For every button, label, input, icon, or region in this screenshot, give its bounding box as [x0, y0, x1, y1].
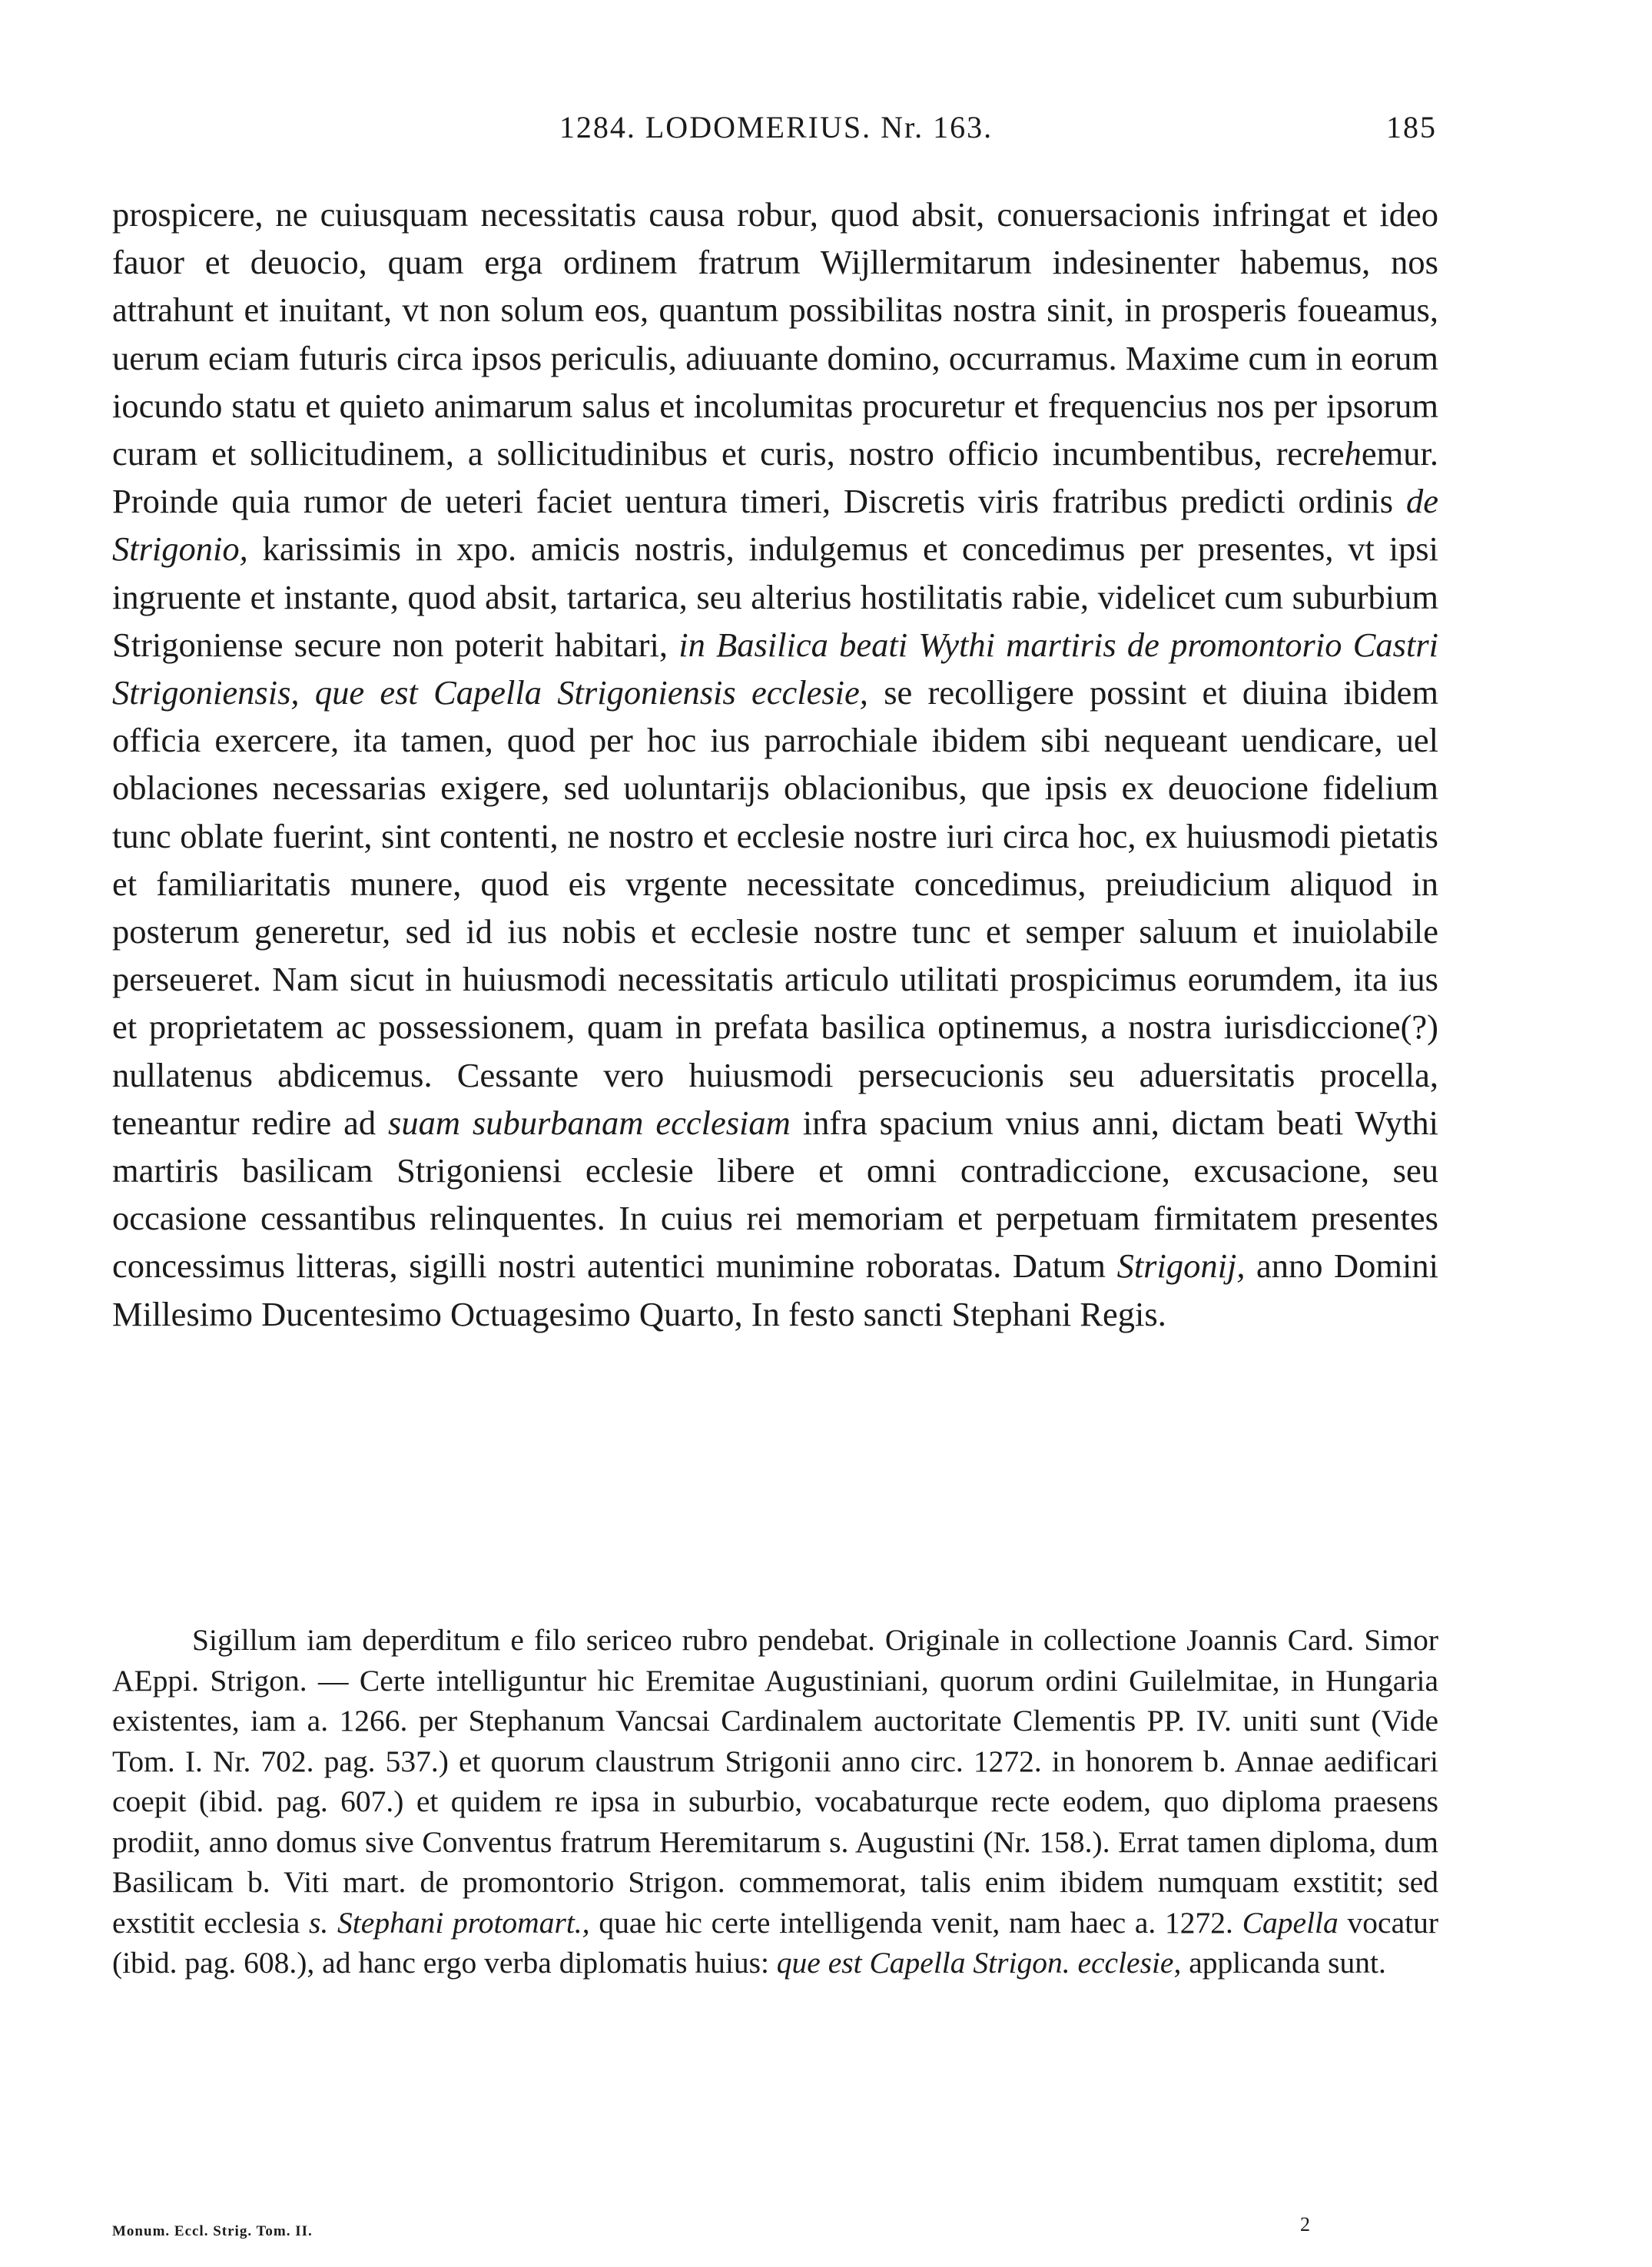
text-run: anno Domini Millesimo Ducentesimo Octuagesimo Quarto, In festo sancti Stephani Regis. [112, 1246, 1438, 1333]
running-head: 1284. LODOMERIUS. Nr. 163. [559, 110, 994, 144]
page-number: 185 [1386, 110, 1437, 144]
italic-run: que est Capella Strigon. ecclesie, [776, 1946, 1182, 1980]
charter-text [112, 191, 1438, 1338]
editorial-note [112, 1620, 1438, 1983]
italic-run: de Strigonio, [112, 482, 1438, 569]
italic-run: Capella [1242, 1905, 1339, 1940]
italic-run: in Basilica beati Wythi martiris de promontorio Castri Strigoniensis, que est Capella Strigoniensis ecclesie, [112, 625, 1438, 712]
text-run: infra spacium vnius anni, dictam beati Wythi martiris basilicam Strigoniensi ecclesie libere et omni contradiccione, excusacione, seu occasione cessantibus relinquentes. In cuius rei memoriam et perpetuam firmitatem presentes concessimus litteras, sigilli nostri autentici munimine roboratas. Datum [112, 1103, 1438, 1286]
italic-run: suam suburbanam ecclesiam [388, 1103, 791, 1142]
text-run: Sigillum iam deperditum e filo sericeo rubro pendebat. Originale in collectione Joannis Card. Simor AEppi. Strigon. — Certe intelliguntur hic Eremitae Augustiniani, quorum ordini Guilelmitae, in Hungaria existentes, iam a. 1266. per Stephanum Vancsai Cardinalem auctoritate Clementis PP. IV. uniti sunt (Vide Tom. I. Nr. 702. pag. 537.) et quorum claustrum Strigonii anno circ. 1272. in honorem b. Annae aedificari coepit (ibid. pag. 607.) et quidem re ipsa in suburbio, vocabaturque recte eodem, quo diploma praesens prodiit, anno domus sive Conventus fratrum Heremitarum s. Augustini (Nr. 158.). Errat tamen diploma, dum Basilicam b. Viti mart. de promontorio Strigon. commemorat, talis enim ibidem numquam exstitit; sed exstitit ecclesia [112, 1623, 1438, 1940]
footer-signature: Monum. Eccl. Strig. Tom. II. [112, 2223, 313, 2239]
italic-run: Strigonij, [1116, 1246, 1246, 1286]
text-run: prospicere, ne cuiusquam necessitatis causa robur, quod absit, conuersacionis infringat et ideo fauor et deuocio, quam erga ordinem fratrum Wijllermitarum indesinenter habemus, nos attrahunt et inuitant, vt non solum eos, quantum possibilitas nostra sinit, in prosperis foueamus, uerum eciam futuris circa ipsos periculis, adiuuante domino, occurramus. Maxime cum in eorum iocundo statu et quieto animarum salus et incolumitas procuretur et frequencius nos per ipsorum curam et sollicitudinem, a sollicitudinibus et curis, nostro officio incumbentibus, recre [112, 195, 1438, 473]
text-run: vocatur (ibid. pag. 608.), ad hanc ergo verba diplomatis huius: [112, 1905, 1438, 1980]
note-paragraph [112, 1620, 1438, 1983]
italic-run: h [1344, 434, 1362, 473]
text-run: quae hic certe intelligenda venit, nam haec a. 1272. [589, 1905, 1242, 1940]
page-header [115, 109, 1437, 155]
signature-mark: 2 [1300, 2213, 1310, 2235]
text-run: applicanda sunt. [1181, 1946, 1386, 1980]
text-run: se recolligere possint et diuina ibidem officia exercere, ita tamen, quod per hoc ius parrochiale ibidem sibi nequeant uendicare, uel oblaciones necessarias exigere, sed uoluntarijs oblacionibus, que ipsis ex deuocione fidelium tunc oblate fuerint, sint contenti, ne nostro et ecclesie nostre iuri circa hoc, ex huiusmodi pietatis et familiaritatis munere, quod eis vrgente necessitate concedimus, preiudicium aliquod in posterum generetur, sed id ius nobis et ecclesie nostre tunc et semper saluum et inuiolabile perseueret. Nam sicut in huiusmodi necessitatis articulo utilitati prospicimus eorumdem, ita ius et proprietatem ac possessionem, quam in prefata basilica optinemus, a nostra iurisdiccione(?) nullatenus abdicemus. Cessante vero huiusmodi persecucionis seu aduersitatis procella, teneantur redire ad [112, 673, 1438, 1142]
text-run: karissimis in xpo. amicis nostris, indulgemus et concedimus per presentes, vt ipsi ingruente et instante, quod absit, tartarica, seu alterius hostilitatis rabie, videlicet cum suburbium Strigoniense secure non poterit habitari, [112, 529, 1438, 664]
text-run: emur. Proinde quia rumor de ueteri faciet uentura timeri, Discretis viris fratribus predicti ordinis [112, 434, 1438, 521]
italic-run: s. Stephani protomart., [309, 1905, 590, 1940]
charter-paragraph [112, 191, 1438, 1338]
